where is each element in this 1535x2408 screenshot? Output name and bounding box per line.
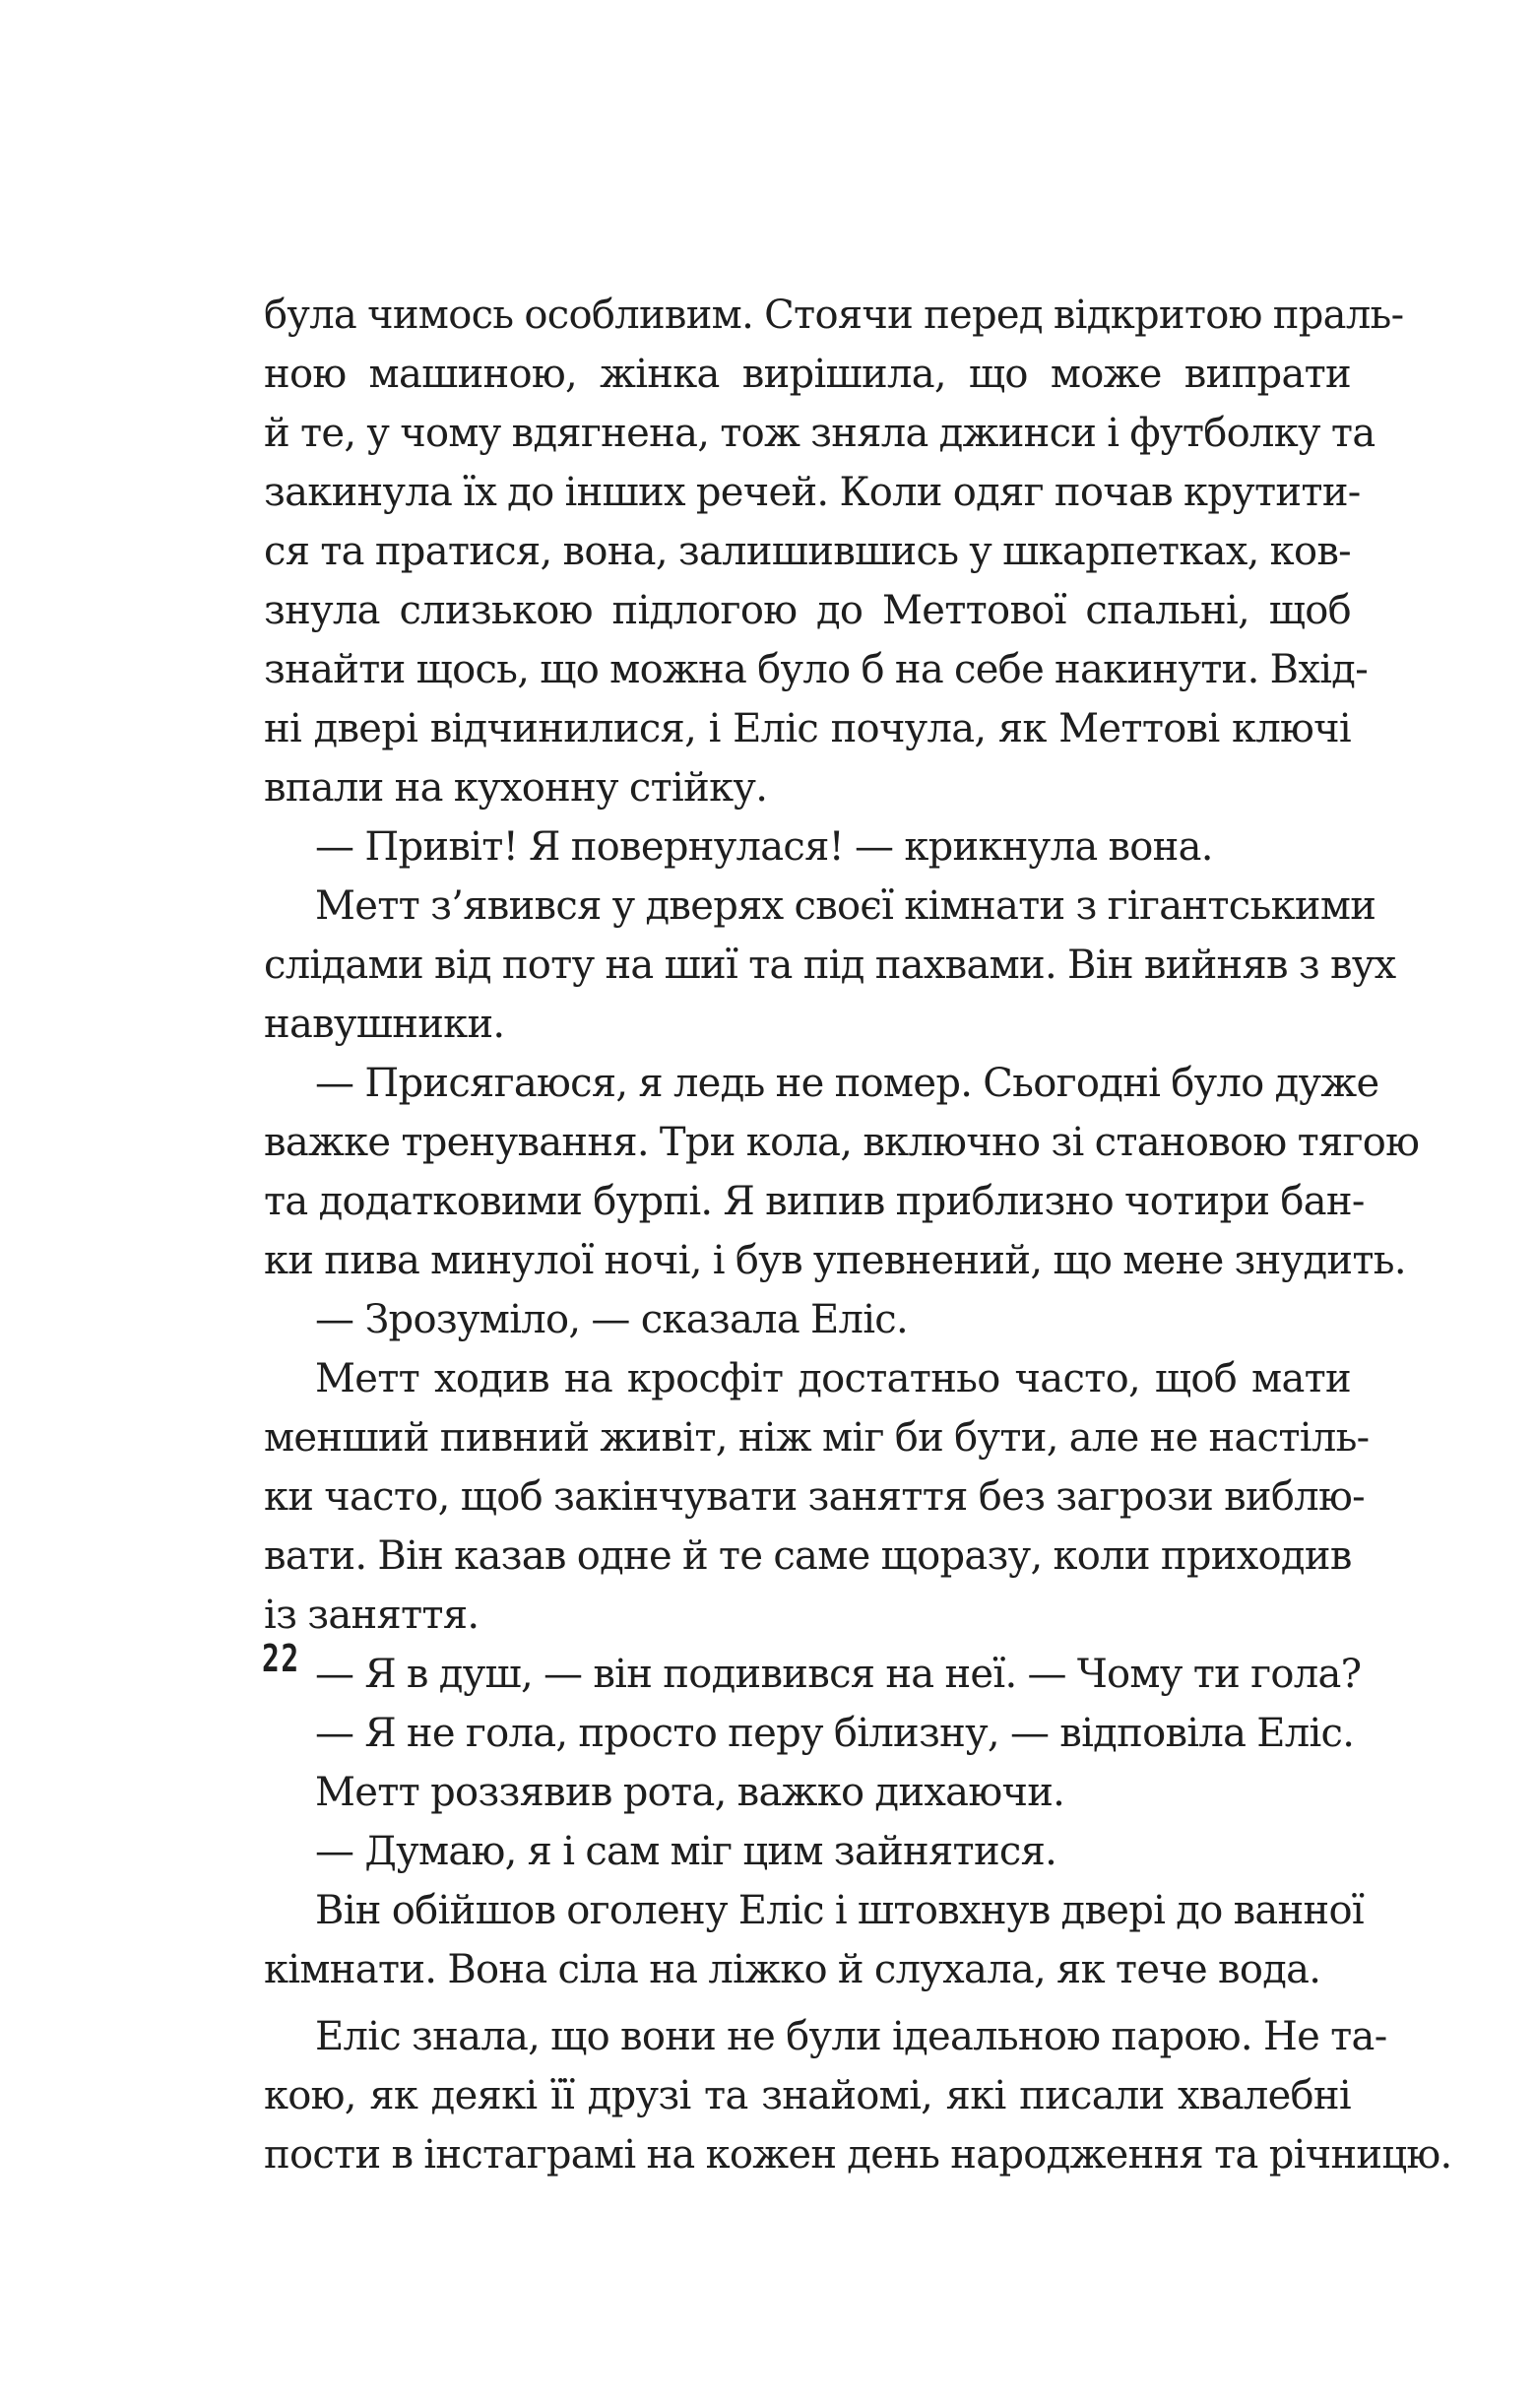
text-line: Метт ходив на кросфіт достатньо часто, щоб мати [315, 1356, 1351, 1401]
text-line: із заняття. [264, 1593, 480, 1638]
text-line: — Привіт! Я повернулася! — крикнула вона. [315, 824, 1213, 870]
text-line: була чимось особливим. Стоячи перед відкритою праль- [264, 293, 1404, 338]
text-line: ною машиною, жінка вирішила, що може випрати [264, 352, 1351, 397]
text-line: — Зрозуміло, — сказала Еліс. [315, 1297, 909, 1342]
text-line: кою, як деякі її друзі та знайомі, які писали хвалебні [264, 2073, 1351, 2118]
text-line: та додатковими бурпі. Я випив приблизно чотири бан- [264, 1179, 1365, 1224]
text-line: навушники. [264, 1002, 505, 1047]
text-line: важке тренування. Три кола, включно зі становою тягою [264, 1120, 1420, 1165]
text-line: слідами від поту на шиї та під пахвами. Він вийняв з вух [264, 943, 1396, 988]
text-line: вати. Він казав одне й те саме щоразу, коли приходив [264, 1533, 1352, 1579]
text-line: ки часто, щоб закінчувати заняття без загрози виблю- [264, 1474, 1365, 1520]
text-line: й те, у чому вдягнена, тож зняла джинси і футболку та [264, 411, 1375, 456]
text-line: знула слизькою підлогою до Меттової спальні, щоб [264, 588, 1351, 633]
text-line: — Присягаюся, я ледь не помер. Сьогодні було дуже [315, 1061, 1379, 1106]
text-line: знайти щось, що можна було б на себе накинути. Вхід- [264, 647, 1369, 692]
text-line: ся та пратися, вона, залишившись у шкарпетках, ков- [264, 529, 1351, 574]
text-line: Метт роззявив рота, важко дихаючи. [315, 1770, 1065, 1815]
text-line: впали на кухонну стійку. [264, 765, 768, 811]
text-line: кімнати. Вона сіла на ліжко й слухала, як тече вода. [264, 1947, 1321, 1992]
text-line: Метт з’явився у дверях своєї кімнати з гігантськими [315, 883, 1376, 929]
text-line: менший пивний живіт, ніж міг би бути, але не настіль- [264, 1415, 1370, 1461]
text-line: Він обійшов оголену Еліс і штовхнув двері до ванної [315, 1888, 1364, 1933]
text-line: пости в інстаграмі на кожен день народження та річницю. [264, 2132, 1452, 2178]
text-line: — Думаю, я і сам міг цим зайнятися. [315, 1829, 1057, 1874]
page-number: 22 [262, 1637, 300, 1680]
text-line: закинула їх до інших речей. Коли одяг почав крутити- [264, 470, 1361, 515]
text-line: Еліс знала, що вони не були ідеальною парою. Не та- [315, 2014, 1387, 2059]
text-line: ні двері відчинилися, і Еліс почула, як Меттові ключі [264, 706, 1351, 751]
text-line: — Я не гола, просто перу білизну, — відповіла Еліс. [315, 1711, 1355, 1756]
text-line: — Я в душ, — він подивився на неї. — Чому ти гола? [315, 1652, 1362, 1697]
body-text [264, 286, 1452, 2184]
text-line: ки пива минулої ночі, і був упевнений, що мене знудить. [264, 1238, 1406, 1283]
